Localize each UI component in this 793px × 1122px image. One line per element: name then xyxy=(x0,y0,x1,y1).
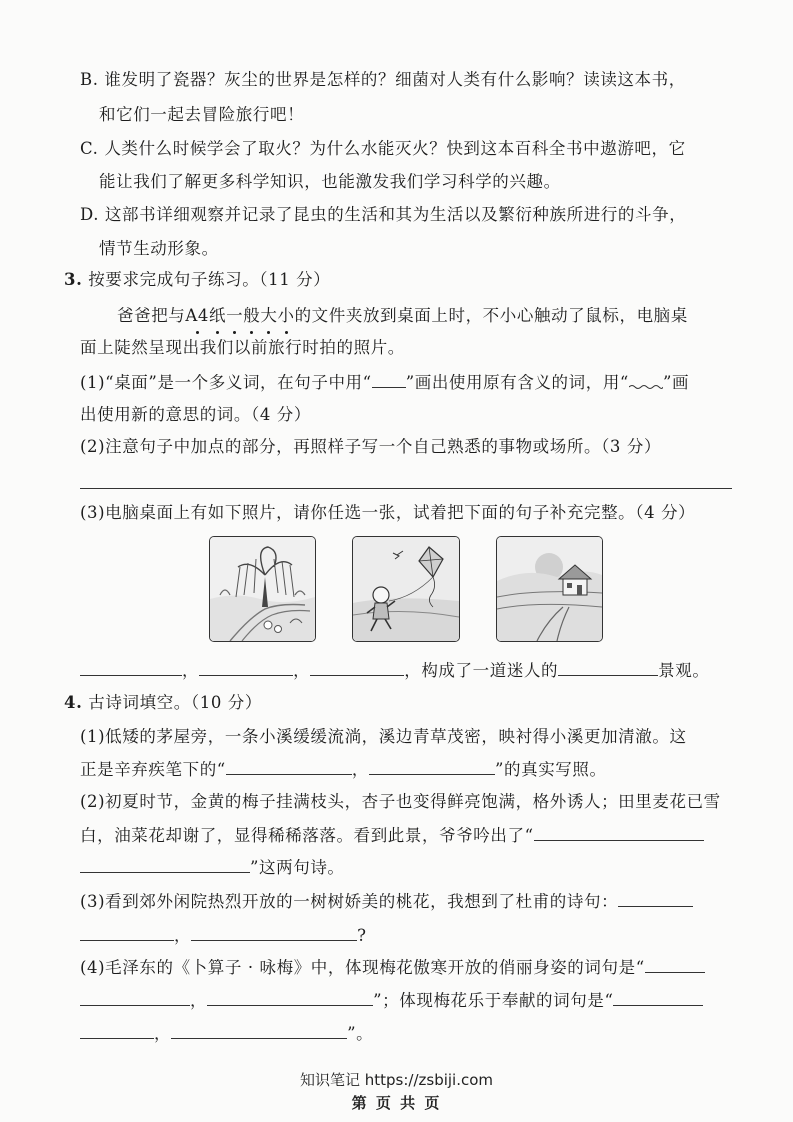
q4-sub1-line1: (1)低矮的茅屋旁，一条小溪缓缓流淌，溪边青草茂密，映衬得小溪更加清澈。这 xyxy=(80,727,687,746)
sub1-text: ”画出使用原有含义的词，用“ xyxy=(405,373,629,392)
sub1-text: ”画 xyxy=(662,373,690,392)
willow-tree-stream-picture xyxy=(209,536,316,642)
blank[interactable] xyxy=(645,955,705,973)
punct: ， xyxy=(351,760,369,779)
sub-text: ”的真实写照。 xyxy=(494,760,607,779)
option-c-line1: C. 人类什么时候学会了取火？为什么水能灭火？快到这本百科全书中遨游吧，它 xyxy=(80,139,686,158)
passage-line1 xyxy=(117,304,688,328)
blank[interactable] xyxy=(171,1021,347,1039)
straight-line-marker xyxy=(372,370,406,388)
q4-sub4-line2 xyxy=(80,988,703,1013)
blank[interactable] xyxy=(80,923,174,941)
punct: ， xyxy=(154,1024,172,1043)
blank[interactable] xyxy=(534,823,704,841)
q4-sub2-line1: (2)初夏时节，金黄的梅子挂满枝头，杏子也变得鲜亮饱满，格外诱人；田里麦花已雪 xyxy=(80,792,721,811)
sub-text: 正是辛弃疾笔下的“ xyxy=(80,760,226,779)
q4-sub3-line2 xyxy=(80,923,367,948)
dotted-word: A4 xyxy=(185,304,209,328)
question-3-heading xyxy=(64,268,330,292)
blank[interactable] xyxy=(207,988,373,1006)
sentence-text: 景观。 xyxy=(658,661,710,680)
blank[interactable] xyxy=(80,855,250,873)
q4-sub2-line3 xyxy=(80,855,345,880)
fill-in-sentence xyxy=(80,658,709,683)
dotted-word: 一 xyxy=(226,304,243,328)
sub-text: ”这两句诗。 xyxy=(250,858,345,877)
page-number: 第 页 共 页 xyxy=(351,1094,442,1112)
sub-question-1-line2: 出使用新的意思的词。（4 分） xyxy=(80,405,311,424)
punct: ， xyxy=(190,991,208,1010)
blank[interactable] xyxy=(80,658,182,676)
option-d-line2: 情节生动形象。 xyxy=(99,239,219,258)
kite-flying-child-picture xyxy=(352,536,460,642)
question-number: 3. xyxy=(64,270,83,289)
option-d-line1: D. 这部书详细观察并记录了昆虫的生活和其为生活以及繁衍种族所进行的斗争， xyxy=(80,205,687,224)
blank[interactable] xyxy=(310,658,404,676)
punct: ， xyxy=(293,661,311,680)
sub-question-1-line1 xyxy=(80,370,689,395)
blank[interactable] xyxy=(191,923,357,941)
blank[interactable] xyxy=(80,988,190,1006)
passage-text: 的文件夹放到桌面上时，不小心触动了鼠标，电脑桌 xyxy=(294,306,688,325)
passage-text: 爸爸把与 xyxy=(117,306,186,325)
sub-text: ”。 xyxy=(347,1024,374,1043)
sub-question-2: (2)注意句子中加点的部分，再照样子写一个自己熟悉的事物或场所。（3 分） xyxy=(80,437,662,456)
blank[interactable] xyxy=(80,1021,154,1039)
blank[interactable] xyxy=(226,757,352,775)
q4-sub2-line2 xyxy=(80,823,704,848)
sub-text: 白，油菜花却谢了，显得稀稀落落。看到此景，爷爷吟出了“ xyxy=(80,826,534,845)
option-c-line2: 能让我们了解更多科学知识，也能激发我们学习科学的兴趣。 xyxy=(99,172,561,191)
watermark-text: 知识笔记 https://zsbiji.com xyxy=(299,1071,494,1089)
q4-sub4-line1 xyxy=(80,955,705,980)
punct: ? xyxy=(357,926,367,945)
dotted-word: 纸 xyxy=(209,304,226,328)
farmhouse-fields-picture xyxy=(496,536,603,642)
punct: ， xyxy=(182,661,200,680)
q4-sub1-line2 xyxy=(80,757,607,782)
wavy-line-marker xyxy=(629,371,663,388)
q4-sub4-line3 xyxy=(80,1021,373,1046)
question-title: 古诗词填空。（10 分） xyxy=(88,693,262,712)
sub1-text: (1)“桌面”是一个多义词，在句子中用“ xyxy=(80,373,372,392)
question-number: 4. xyxy=(64,693,83,712)
sub-question-3: (3)电脑桌面上有如下照片，请你任选一张，试着把下面的句子补充完整。（4 分） xyxy=(80,503,696,522)
blank[interactable] xyxy=(613,988,703,1006)
sentence-text: ，构成了一道迷人的 xyxy=(404,661,559,680)
blank[interactable] xyxy=(618,889,693,907)
answer-line[interactable] xyxy=(80,488,732,489)
sub-text: (3)看到郊外闲院热烈开放的一树树娇美的桃花，我想到了杜甫的诗句： xyxy=(80,892,619,911)
blank[interactable] xyxy=(369,757,495,775)
option-b-line2: 和它们一起去冒险旅行吧！ xyxy=(99,105,305,124)
dotted-word: 大 xyxy=(260,304,277,328)
blank[interactable] xyxy=(199,658,293,676)
dotted-word: 小 xyxy=(277,304,294,328)
punct: ， xyxy=(174,926,192,945)
dotted-word: 般 xyxy=(243,304,260,328)
sub-text: (4)毛泽东的《卜算子 · 咏梅》中，体现梅花傲寒开放的俏丽身姿的词句是“ xyxy=(80,958,645,977)
question-4-heading xyxy=(64,691,262,715)
question-title: 按要求完成句子练习。（11 分） xyxy=(88,270,331,289)
blank[interactable] xyxy=(558,658,658,676)
option-b-line1: B. 谁发明了瓷器？灰尘的世界是怎样的？细菌对人类有什么影响？读读这本书， xyxy=(80,70,686,89)
sub-text: ”；体现梅花乐于奉献的词句是“ xyxy=(373,991,614,1010)
q4-sub3-line1 xyxy=(80,889,693,914)
passage-line2: 面上陡然呈现出我们以前旅行时拍的照片。 xyxy=(80,338,405,357)
